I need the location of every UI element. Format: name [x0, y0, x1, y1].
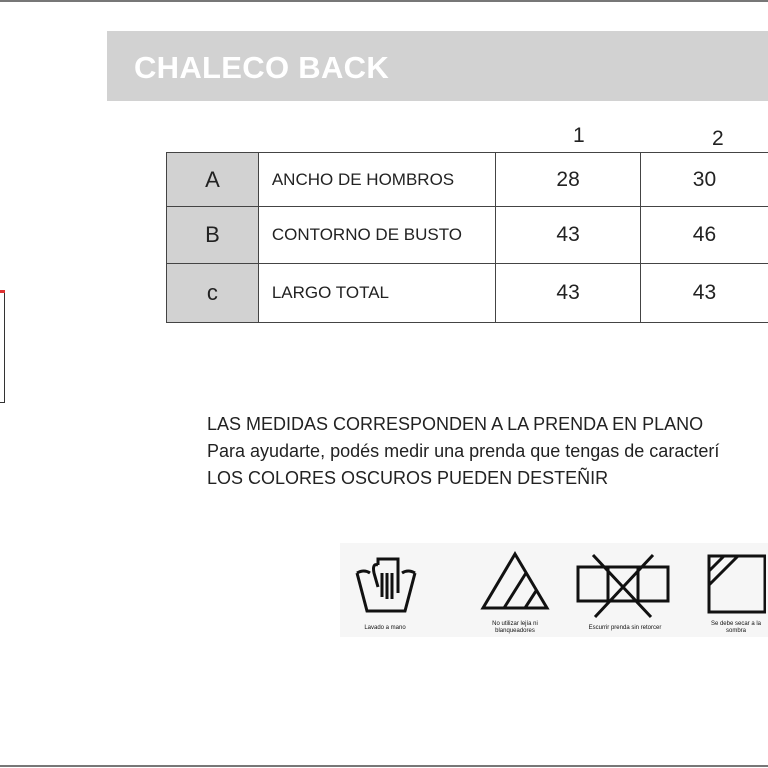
row-value: 46: [640, 207, 768, 264]
care-instructions: [340, 543, 768, 637]
garment-diagram-fragment: [0, 292, 5, 403]
hand-wash-icon: [354, 553, 418, 615]
table-row: [167, 153, 768, 207]
row-label: CONTORNO DE BUSTO: [258, 207, 495, 264]
note-line: LAS MEDIDAS CORRESPONDEN A LA PRENDA EN PLANO: [207, 414, 704, 434]
table-row: [167, 264, 768, 323]
row-value: 43: [496, 264, 641, 323]
dry-in-shade-icon: [706, 553, 766, 615]
care-label: Se debe secar a la sombra: [710, 621, 762, 634]
top-border: [0, 0, 768, 2]
row-value: 28: [496, 153, 641, 207]
table-row: [167, 207, 768, 264]
no-bleach-icon: [480, 551, 550, 611]
no-wring-icon: [575, 553, 671, 619]
note-line: Para ayudarte, podés medir una prenda que tengas de caracterí: [207, 441, 720, 461]
page-title: CHALECO BACK: [134, 50, 390, 85]
note-line: LOS COLORES OSCUROS PUEDEN DESTEÑIR: [207, 468, 609, 488]
care-label: No utilizar lejía ni blanqueadores: [492, 621, 538, 634]
notes: [207, 411, 719, 492]
row-key: A: [167, 153, 259, 207]
size-table: [166, 152, 768, 323]
row-key: c: [167, 264, 259, 323]
size-header-2: 2: [712, 127, 724, 150]
row-label: ANCHO DE HOMBROS: [258, 153, 495, 207]
diagram-marker: [0, 290, 5, 293]
row-key: B: [167, 207, 259, 264]
row-value: 30: [640, 153, 768, 207]
bottom-border: [0, 765, 768, 767]
care-label: Lavado a mano: [364, 625, 406, 631]
row-value: 43: [640, 264, 768, 323]
size-header-1: 1: [573, 124, 585, 147]
care-label: Escurrir prenda sin retorcer: [588, 625, 662, 631]
row-value: 43: [496, 207, 641, 264]
row-label: LARGO TOTAL: [258, 264, 495, 323]
